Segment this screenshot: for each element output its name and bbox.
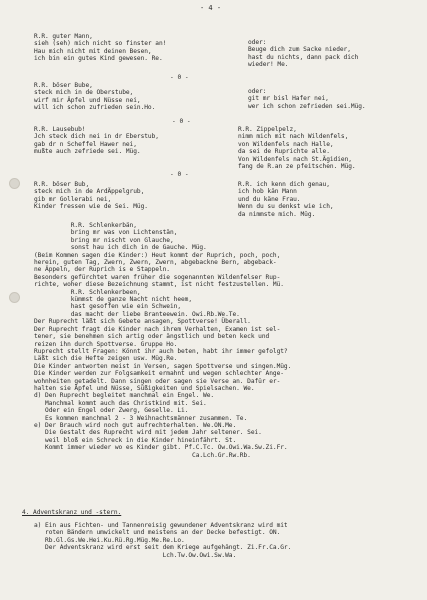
section-heading: 4. Adventskranz und -stern. [22, 509, 122, 516]
verse-right: R.R. Zippelpelz, nimm mich mit nach Wildenfels, von Wildenfels nach Halle, da sei de Ruprichte alle. Von Wildenfels nach St.Ägidien, fang de R.an ze pfeitschen. Müg. [238, 126, 356, 171]
punch-hole [9, 292, 20, 303]
prose-block: R.R. Schlenkerbän, bring mr was von Lichtenstän, bring mr nischt von Glauche, sonst hau ich dich in de Gauche. Müg. (Beim Kommen sagen die Kinder:) Heut kommt der Ruprich, poch, poch, herein, guten Tag, Zwern, Zwern, Zwern, abgebackne Bern, abgeback- ne Äppeln, der Ruprich is e Stappeln. Besonders gefürchtet waren früher die sogenannten Wildenfelser Rup- richte, woher diese Bezeichnung stammt, ist nicht festzustellen. Mü. R.R. Schlenkerbeen, kümmst de ganze Nacht nicht heem, hast gesoffen wie ein Schwein, das macht der liebe Branteewein. Owi.Rb.We.Te. Der Ruprecht läßt sich Gebete ansagen, Spottverse! Überall. Der Ruprecht fragt die Kinder nach ihrem Verhalten, Examen ist sel- tener, sie benehmen sich artig oder ängstlich und beten keck und reizen ihn durch Spottverse. Gruppe Ho. Ruprecht stellt Fragen: Könnt ihr auch beten, habt ihr immer gefolgt? Läßt sich die Hefte zeigen usw. Müg.Re. Die Kinder antworten meist in Versen, sagen Spottverse und singen.Müg. Die Kinder werden zur Folgsamkeit ermahnt und wegen schlechter Ange- wohnheiten getadelt. Dann singen oder sagen sie Verse an. Dafür er- halten sie Äpfel und Nüsse, Süßigkeiten und Spielsachen. We. d) Den Ruprecht begleitet manchmal ein Engel. We. Manchmal kommt auch das Christkind mit. Sei. Oder ein Engel oder Zwerg, Geselle. Li. Es kommen manchmal 2 - 3 Weihnachtsmänner zusammen. Te. e) Der Brauch wird noch gut aufrechterhalten. We.ON.Me. Die Gestalt des Ruprecht wird mit jedem Jahr seltener. Sei. weil bloß ein Schreck in die Kinder hineinfährt. St. Kommt immer wieder wo es Kinder gibt. Pf.C.Tc. Ow.Owi.Wa.Sw.Zi.Fr. Ca.Lch.Gr.Rw.Rb. [34, 222, 292, 459]
verse-left: R.R. böser Bub, steck mich in de ArdÄppelgrub, gib mr Gollerabi nei, Kinder fressen wie de Sei. Müg. [34, 181, 148, 211]
verse-left: R.R. Lausebub! Jch steck dich nei in dr Eberstub, gab dr n Scheffel Hawer nei, mußte auch zefriede sei. Müg. [34, 126, 159, 156]
verse-right: oder: Beuge dich zum Sacke nieder, hast du nichts, dann pack dich wieder! Me. [248, 39, 359, 69]
punch-hole [9, 178, 20, 189]
separator: - 0 - [170, 171, 189, 178]
verse-right: R.R. ich kenn dich genau, ich hob kän Mann und du käne Frau. Wenn du su denkst wie ich, da nimmste mich. Müg. [238, 181, 334, 218]
page-number: - 4 - [200, 4, 222, 12]
verse-right: oder: git mr bisl Hafer nei, wer ich schon zefrieden sei.Müg. [248, 88, 366, 110]
section-body: a) Ein aus Fichten- und Tannenreisig gewundener Adventskranz wird mit roten Bändern umwickelt und meistens an der Decke befestigt. ON. Rb.Gl.Gs.We.Hei.Ku.Rü.Rg.Müg.Me.Re.Lo. Der Adventskranz wird erst seit dem Kriege aufgehängt. Zi.Fr.Ca.Gr. Lch.Tw.Ow.Owi.Sw.Wa. [34, 522, 292, 559]
separator: - 0 - [172, 118, 191, 125]
verse-left: R.R. guter Mann, sieh (seh) mich nicht so finster an! Hau mich nicht mit deinen Besen, ich bin ein gutes Kind gewesen. Re. [34, 33, 167, 63]
verse-left: R.R. böser Bube, steck mich in de Oberstube, wirf mir Äpfel und Nüsse nei, will ich schon zufrieden sein.Ho. [34, 82, 156, 112]
separator: - 0 - [170, 74, 189, 81]
